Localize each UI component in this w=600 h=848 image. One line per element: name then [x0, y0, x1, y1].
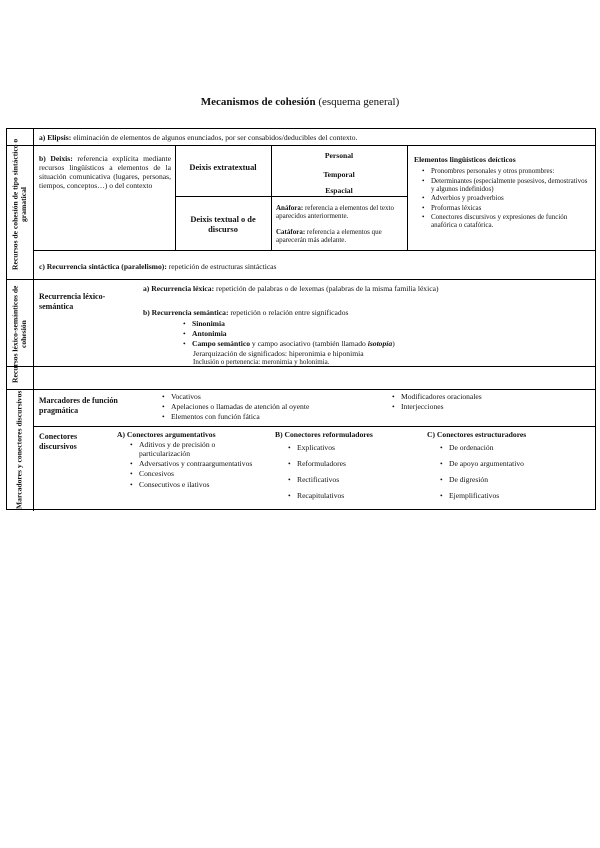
section-label-marcadores: Marcadores y conectores discursivos [14, 390, 24, 510]
deixis-line-2 [271, 145, 272, 250]
elipsis-key: a) Elipsis: [39, 133, 72, 142]
divider-elipsis [7, 145, 595, 146]
conectores-a-title: A) Conectores argumentativos [117, 430, 216, 439]
conector-item: • Ejemplificativos [440, 491, 592, 500]
marcador-item: • Modificadores oracionales [392, 392, 592, 401]
divider-deixis-bottom [34, 250, 595, 251]
deixis-temporal: Temporal [323, 170, 355, 179]
marcador-item: • Vocativos [162, 392, 392, 401]
deictico-item: • Conectores discursivos y expresiones de función anafórica o catafórica. [422, 213, 590, 230]
deictico-item: • Proformas léxicas [422, 204, 590, 212]
recurrencia-semantica [143, 308, 593, 317]
deixis-espacial: Espacial [325, 186, 353, 195]
divider-marcadores [34, 426, 595, 427]
deixis-line-1 [175, 145, 176, 250]
semantica-item: • Campo semántico y campo asociativo (también llamado isotopía) [183, 339, 583, 348]
marcador-item: • Interjecciones [392, 402, 592, 411]
deictico-item: • Determinantes (especialmente posesivos, demostrativos y algunos indefinidos) [422, 177, 590, 194]
divider-recurrencia [7, 279, 595, 280]
anafora-text: referencia a elementos del texto aparecidos anteriormente. [276, 204, 394, 221]
semantica-item: • Sinonimia [183, 319, 583, 328]
conectores-title: Conectores discursivos [39, 432, 78, 451]
title-main: Mecanismos de cohesión [200, 96, 316, 108]
marcador-item: • Apelaciones o llamadas de atención al oyente [162, 402, 392, 411]
jerarquizacion: Jerarquización de significados: hiperonimia e hiponimia [193, 349, 364, 359]
title-sub: (esquema general) [318, 96, 400, 108]
conector-item: • Consecutivos e ilativos [130, 480, 267, 489]
anafora-key: Anáfora: [276, 204, 304, 212]
deixis-line-3 [407, 145, 408, 250]
elipsis-row [39, 133, 589, 142]
section-label-lexico: Recursos léxico-semánticos de cohesión [10, 285, 28, 383]
semantica-list [183, 319, 583, 367]
marcadores-left [162, 392, 392, 422]
recurrencia-key: c) Recurrencia sintáctica (paralelismo): [39, 262, 167, 271]
deicticos-title: Elementos lingüísticos deícticos [414, 155, 516, 164]
conector-item: • Reformuladores [288, 459, 415, 468]
catafora-text: referencia a elementos que aparecerán más adelante. [276, 228, 382, 245]
elipsis-text: eliminación de elementos de algunos enunciados, por ser consabidos/deducibles del contexto. [73, 133, 358, 142]
conector-item: • Explicativos [288, 443, 415, 452]
marcadores-right [392, 392, 592, 412]
semantica-text: repetición o relación entre significados [230, 308, 349, 317]
inclusion: Inclusión o pertenencia: meronimia y holonimia. [193, 358, 330, 367]
conectores-estructuradores [427, 430, 592, 502]
conectores-argumentativos [117, 430, 267, 490]
page-title [0, 96, 600, 108]
conector-item: • Adversativos y contraargumentativos [130, 459, 267, 468]
conector-item: • De ordenación [440, 443, 592, 452]
catafora [276, 228, 404, 245]
divider-s2-s3 [7, 389, 595, 390]
recurrencia-sintactica [39, 262, 589, 271]
lexica-text: repetición de palabras o de lexemas (palabras de la misma familia léxica) [216, 284, 439, 293]
deixis-text: referencia explícita mediante recursos lingüísticos a elementos de la situación comunicativa (lugares, personas, tiempos, conceptos…) o del contexto [39, 154, 171, 191]
deixis-key: b) Deixis: [39, 154, 73, 163]
semantica-key: b) Recurrencia semántica: [143, 308, 229, 317]
cohesion-table [6, 128, 596, 510]
deictico-item: • Pronombres personales y otros pronombres: [422, 167, 590, 175]
section-label-gramatical: Recursos de cohesión de tipo sintáctico o gramatical [10, 138, 28, 270]
divider-deixis-inner [175, 196, 407, 197]
deixis-description [39, 154, 171, 190]
conector-item: • Concesivos [130, 469, 267, 478]
deicticos-box [414, 155, 590, 231]
conector-item: • Aditivos y de precisión o particularización [130, 440, 267, 458]
deixis-textual: Deixis textual o de discurso [190, 215, 256, 235]
conector-item: • De apoyo argumentativo [440, 459, 592, 468]
marcador-item: • Elementos con función fática [162, 412, 392, 421]
marcadores-title: Marcadores de función pragmática [39, 396, 118, 415]
recurrencia-lexica [143, 284, 593, 293]
conectores-reformuladores [275, 430, 415, 502]
semantica-item: • Antonimia [183, 329, 583, 338]
recurrencia-lexico-title: Recurrencia léxico-semántica [39, 292, 106, 311]
conector-item: • De digresión [440, 475, 592, 484]
catafora-key: Catáfora: [276, 228, 306, 236]
deixis-extratextual: Deixis extratextual [189, 163, 257, 172]
conector-item: • Recapitulativos [288, 491, 415, 500]
recurrencia-text: repetición de estructuras sintácticas [168, 262, 277, 271]
lexica-key: a) Recurrencia léxica: [143, 284, 215, 293]
anafora [276, 204, 404, 221]
deixis-personal: Personal [324, 151, 354, 160]
conector-item: • Rectificativos [288, 475, 415, 484]
deictico-item: • Adverbios y proadverbios [422, 194, 590, 202]
conectores-b-title: B) Conectores reformuladores [275, 430, 373, 439]
conectores-c-title: C) Conectores estructuradores [427, 430, 527, 439]
label-column-line [33, 129, 34, 511]
